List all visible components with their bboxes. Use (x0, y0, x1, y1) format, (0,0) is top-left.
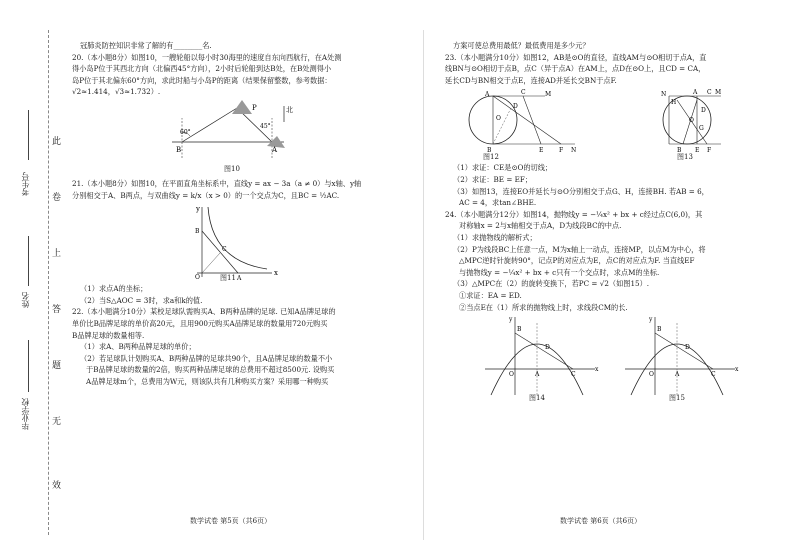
point-label: A (693, 89, 698, 97)
text-line: 岛P位于其北偏东60°方向，求此时船与小岛P的距离（结果保留整数，参考数据： (72, 75, 332, 85)
text-line: （2）当S△AOC = 3时，求a和k的值. (80, 295, 203, 305)
text-line: 单价比B品牌足球的单价高20元，且用900元购买A品牌足球的数量用720元购买 (72, 318, 328, 328)
question-24 (445, 209, 763, 313)
text-line: B品牌足球的数量相等. (72, 330, 145, 340)
point-label: E (539, 147, 544, 155)
margin-char: 效 (52, 481, 62, 491)
page-divider (423, 30, 424, 540)
figure-11 (72, 201, 402, 283)
text-line: 于B品牌足球的数量的2倍，购买两种品牌足球的总费用不超过8500元. 设购买 (86, 365, 335, 375)
point-label: N (661, 91, 667, 99)
margin-char: 此 (52, 137, 62, 147)
figure-10 (72, 98, 402, 178)
point-label: C (222, 246, 227, 254)
hyperbola-diagram (72, 201, 402, 283)
text-line: （1）求点A的坐标； (80, 284, 148, 294)
point-label: D (701, 107, 706, 115)
text-line: 24.（本小题满分12分）如图14，抛物线y = −¼x² + bx + c经过点C(6,0)，其 (445, 209, 703, 219)
margin-char: 无 (52, 417, 62, 427)
point-label: F (707, 147, 712, 155)
school-field[interactable] (28, 340, 29, 392)
text-line: （1）求证：CE是⊙O的切线； (453, 163, 553, 173)
question-21-subparts (72, 283, 402, 306)
point-label: P (252, 103, 257, 112)
figure-caption: 图12 (483, 153, 499, 162)
axis-label: x (595, 366, 599, 374)
text-line: 20.（本小题8分）如图10，一艘轮船以每小时30海里的速度自东向西航行，在A处测 (72, 52, 342, 62)
point-label: D (685, 344, 690, 352)
point-label: D (513, 103, 518, 111)
text-line: 分别相交于A、B两点，与双曲线y = k/x（x > 0）的一个交点为C，且BC = ½AC. (72, 190, 340, 200)
margin-char: 题 (52, 361, 62, 371)
figures-14-15 (445, 313, 763, 403)
name-label: 姓名 (21, 292, 30, 308)
text-line: 方案可使总费用最低？最低费用是多少元？ (453, 41, 590, 50)
text-line: 21.（本小题8分）如图10，在平面直角坐标系中，直线y = ax − 3a（a ≠ 0）与x轴、y轴 (72, 178, 362, 188)
text-line: （2）求证：BE = EF； (453, 174, 533, 184)
point-label: D (545, 344, 550, 352)
page-footer: 数学试卷 第6页（共6页） (560, 517, 642, 525)
point-label: N (571, 147, 577, 155)
text-line: A品牌足球m个，总费用为W元，则该队共有几种购买方案？采用哪一种购买 (86, 376, 329, 386)
axis-label: y (649, 316, 653, 324)
text-line: 23.（本小题满分10分）如图12，AB是⊙O的直径，直线AM与⊙O相切于点A，直 (445, 52, 707, 62)
point-label: E (695, 147, 700, 155)
point-label: A (272, 145, 278, 154)
axis-label: x (735, 366, 739, 374)
point-label: C (707, 89, 712, 97)
question-23-subparts (445, 162, 763, 208)
figure-caption: 图10 (224, 164, 240, 173)
text-line: 22.（本小题满分10分）某校足球队需购买A、B两种品牌的足球. 已知A品牌足球的 (72, 307, 336, 317)
point-label: H (671, 99, 677, 107)
text-line: △MPC逆时针旋转90°，记点P的对应点为E，点C的对应点为F. 当直线EF (459, 256, 695, 266)
point-label: O (195, 274, 200, 282)
school-label: 毕业学校 (21, 398, 30, 430)
figure-caption: 图14 (529, 394, 545, 403)
question-22 (72, 306, 402, 387)
margin-char: 上 (52, 249, 62, 259)
figure-caption: 图15 (669, 394, 685, 403)
axis-label: y (196, 205, 200, 214)
cut-line (48, 30, 49, 535)
north-label: 北 (286, 105, 293, 114)
name-field[interactable] (28, 236, 29, 286)
text-line: （1）求抛物线的解析式； (453, 232, 537, 242)
text-line: 对称轴x = 2与x轴相交于点A，D为线段BC的中点. (459, 221, 622, 231)
text-line: （3）△MPC在（2）的旋转变换下，若PC = √2（如图15）. (453, 279, 650, 289)
text-line: 线BN与⊙O相切于点B，点C（异于点A）在AM上，点D在⊙O上，且CD = CA， (445, 64, 706, 74)
figure-caption: 图13 (677, 153, 693, 162)
exam-number-label: 考生号 (21, 172, 30, 196)
question-23 (445, 52, 763, 87)
margin-char: 答 (52, 305, 62, 315)
axis-label: x (274, 269, 278, 278)
page-6 (445, 40, 763, 403)
text-line: （2）若足球队计划购买A、B两种品牌的足球共90个，且A品牌足球的数量不小 (80, 353, 333, 363)
point-label: O (496, 115, 501, 123)
page-footer: 数学试卷 第5页（共6页） (190, 517, 272, 525)
point-label: C (711, 371, 716, 379)
figures-12-13 (445, 86, 763, 162)
question-20 (72, 52, 402, 98)
point-label: A (237, 275, 242, 283)
text-line: 延长CD与BN相交于点E，连接AD并延长交BN于点F. (445, 75, 617, 85)
point-label: A (485, 91, 490, 99)
point-label: B (657, 326, 662, 334)
axis-label: y (509, 316, 513, 324)
point-label: G (699, 125, 704, 133)
angle-label: 45° (260, 122, 271, 130)
point-label: A (675, 371, 680, 379)
text-line: （2）P为线段BC上任意一点，M为x轴上一动点，连接MP，以点M为中心，将 (453, 244, 706, 254)
text-line: （1）求A、B两种品牌足球的单价； (80, 342, 196, 352)
point-label: B (517, 326, 522, 334)
point-label: B (487, 147, 492, 155)
text-line: ①求证：EA = ED. (459, 290, 522, 300)
angle-label: 60° (180, 128, 191, 136)
text-line: AC = 4，求tan∠BHE. (459, 198, 537, 208)
text-line: （3）如图13，连接EO并延长与⊙O分别相交于点G、H，连接BH. 若AB = 6， (453, 186, 709, 196)
point-label: C (571, 371, 576, 379)
point-label: B (677, 147, 682, 155)
point-label: B (195, 228, 200, 236)
page-5 (72, 40, 402, 388)
point-label: M (545, 91, 552, 99)
text-line: 得小岛P位于其西北方向（北偏西45°方向），2小时后轮船到达B处，在B处测得小 (72, 64, 332, 74)
point-label: C (521, 89, 526, 97)
text-line: 冠肺炎防控知识非常了解的有________名. (80, 41, 212, 50)
point-label: O (649, 371, 654, 379)
text-line: √2≈1.414，√3≈1.732）. (72, 87, 161, 97)
circle-tangent-diagrams (445, 86, 763, 162)
figure-caption: 图11 (220, 274, 236, 283)
point-label: M (715, 89, 722, 97)
point-label: O (509, 371, 514, 379)
parabola-diagrams (445, 313, 763, 403)
text-line: ②当点E在（1）所求的抛物线上时，求线段CM的长. (459, 302, 628, 312)
point-label: A (535, 371, 540, 379)
binding-margin (0, 0, 70, 560)
text-line: 与抛物线y = −¼x² + bx + c只有一个交点时，求点M的坐标. (459, 267, 660, 277)
point-label: O (689, 117, 694, 125)
exam-number-field[interactable] (28, 110, 29, 160)
point-label: F (559, 147, 564, 155)
point-label: B (176, 145, 182, 154)
margin-char: 卷 (52, 193, 62, 203)
question-21 (72, 178, 402, 201)
